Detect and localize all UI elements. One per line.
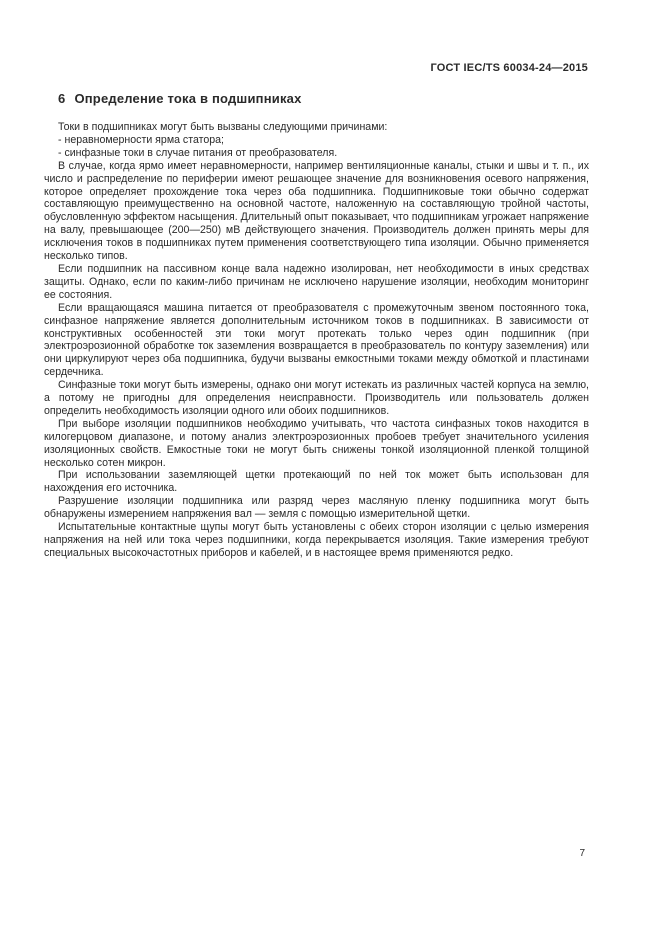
page-number: 7 — [579, 848, 585, 859]
document-body — [44, 121, 589, 560]
section-number: 6 — [58, 91, 66, 106]
section-heading — [58, 91, 302, 106]
paragraph: Если вращающаяся машина питается от преобразователя с промежуточным звеном постоянного тока, синфазное напряжение является дополнительным источником токов в подшипниках. В зависимости от конструктивных особенностей эти токи могут протекать только через один подшипник (при электроэрозионной обработке ток заземления возвращается в преобразователь по контуру заземления) или они циркулируют через оба подшипника, будучи вызваны емкостными токами между обмоткой и пластинами сердечника. — [44, 301, 589, 379]
running-header: ГОСТ IEC/TS 60034-24—2015 — [430, 62, 588, 74]
paragraph: Если подшипник на пассивном конце вала надежно изолирован, нет необходимости в иных средствах защиты. Однако, если по каким-либо причинам не исключено нарушение изоляции, необходим мониторинг ее состояния. — [44, 262, 589, 301]
paragraph: При выборе изоляции подшипников необходимо учитывать, что частота синфазных токов находится в килогерцовом диапазоне, и потому анализ электроэрозионных пробоев требует значительного усиления изоляционных свойств. Емкостные токи не могут быть снижены тонкой изоляционной пленкой толщиной несколько сотен микрон. — [44, 417, 589, 469]
section-title: Определение тока в подшипниках — [74, 91, 302, 106]
paragraph: Синфазные токи могут быть измерены, однако они могут истекать из различных частей корпуса на землю, а потому не пригодны для определения неисправности. Производитель или пользователь должен определить необходимость изоляции одного или обоих подшипников. — [44, 379, 589, 417]
paragraph: В случае, когда ярмо имеет неравномерности, например вентиляционные каналы, стыки и швы и т. п., их число и распределение по периферии имеют решающее значение для возникновения осевого напряжения, которое определяет прохождение тока через оба подшипника. Подшипниковые токи обычно содержат составляющую преимущественно на основной частоте, наложенную на составляющую тройной частоты, обусловленную эффектом насыщения. Длительный опыт показывает, что подшипникам угрожает напряжение на валу, превышающее (200—250) мВ действующего значения. Производитель должен принять меры для исключения токов в подшипниках путем применения соответствующего типа изоляции. Обычно применяется несколько типов. — [44, 159, 589, 263]
list-item: - синфазные токи в случае питания от преобразователя. — [58, 146, 338, 159]
paragraph: Разрушение изоляции подшипника или разряд через масляную пленку подшипника могут быть обнаружены измерением напряжения вал — земля с помощью измерительной щетки. — [44, 495, 589, 521]
paragraph: Испытательные контактные щупы могут быть установлены с обеих сторон изоляции с целью измерения напряжения на ней или тока через подшипники, когда перекрывается изоляция. Такие измерения требуют специальных высокочастотных приборов и кабелей, и в настоящее время применяются редко. — [44, 521, 589, 559]
list-item: - неравномерности ярма статора; — [58, 133, 224, 146]
paragraph: Токи в подшипниках могут быть вызваны следующими причинами: — [58, 121, 388, 133]
paragraph: При использовании заземляющей щетки протекающий по ней ток может быть использован для нахождения его источника. — [44, 469, 589, 495]
